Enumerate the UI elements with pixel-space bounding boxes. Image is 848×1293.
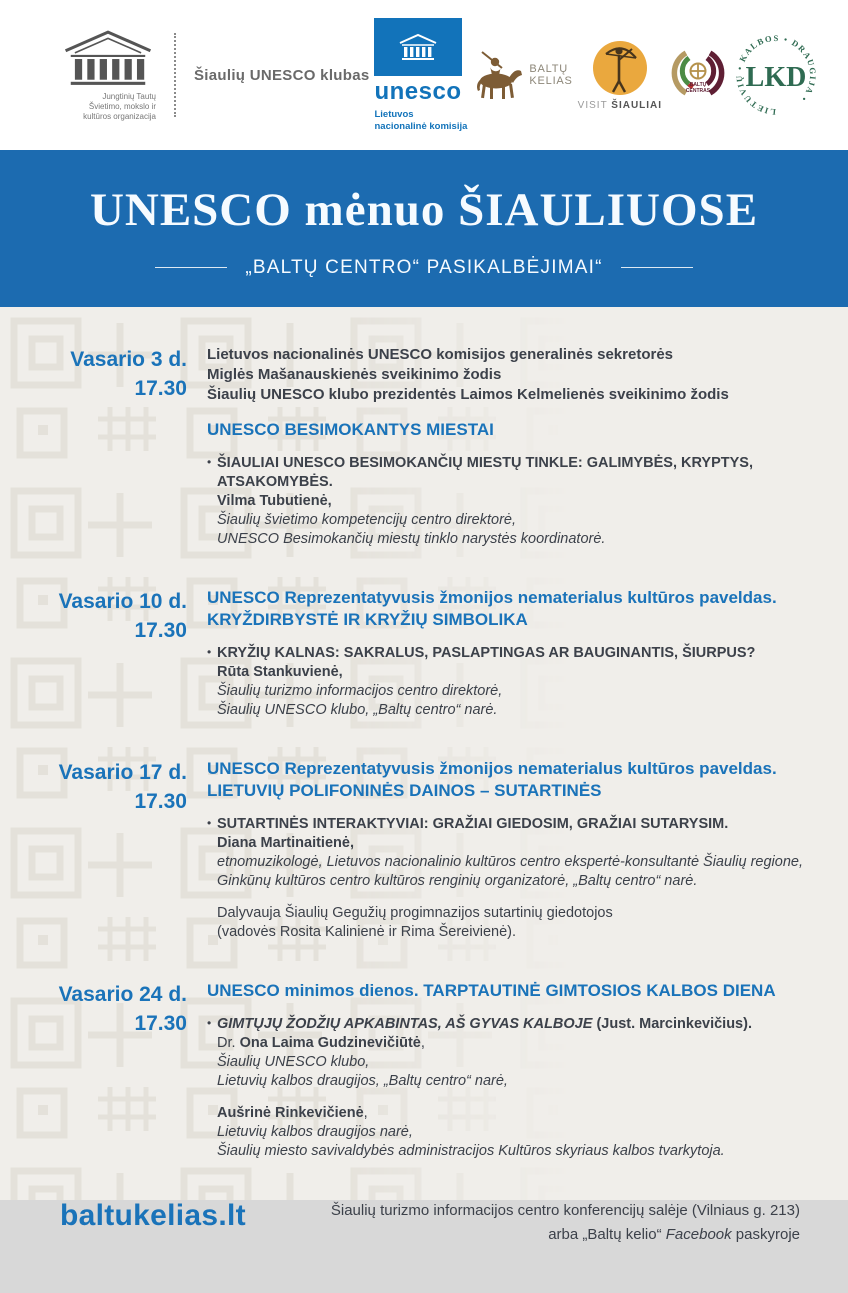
event-date-block bbox=[55, 758, 187, 942]
note-line: (vadovės Rosita Kalinienė ir Rima Šereivienė). bbox=[217, 924, 516, 940]
logo-row bbox=[0, 0, 848, 150]
talk-title-quote: GIMTŲJŲ ŽODŽIŲ APKABINTAS, AŠ GYVAS KALBOJE bbox=[217, 1016, 593, 1032]
event-time: 17.30 bbox=[134, 377, 187, 400]
banner bbox=[0, 150, 848, 307]
dotted-separator bbox=[174, 33, 176, 117]
intro-line: Šiaulių UNESCO klubo prezidentės Laimos Kelmelienės sveikinimo žodis bbox=[207, 386, 729, 403]
event-february-3 bbox=[55, 345, 808, 549]
lkd-ring-icon bbox=[734, 33, 818, 117]
talk-block bbox=[207, 644, 808, 720]
second-speaker-block bbox=[207, 1104, 808, 1161]
unesco-temple-white-icon bbox=[397, 32, 439, 62]
talk-block bbox=[207, 815, 808, 891]
unesco-lt-caption bbox=[374, 109, 467, 133]
talk-block bbox=[207, 1015, 808, 1091]
schedule-content bbox=[0, 307, 848, 1243]
lkd-monogram: LKD bbox=[745, 62, 807, 93]
caption-line: kultūros organizacija bbox=[83, 112, 156, 121]
event-date: Vasario 10 d. bbox=[58, 590, 187, 613]
caption-line: Jungtinių Tautų bbox=[102, 92, 156, 101]
event-theme-heading: UNESCO Reprezentatyvusis žmonijos nematerialus kultūros paveldas. bbox=[207, 588, 777, 607]
event-theme-heading: UNESCO minimos dienos. TARPTAUTINĖ GIMTOSIOS KALBOS DIENA bbox=[207, 981, 776, 1000]
speaker-role: Lietuvių kalbos draugijos narė, bbox=[217, 1124, 413, 1140]
visit-siauliai-label bbox=[578, 100, 662, 111]
event-date: Vasario 24 d. bbox=[58, 983, 187, 1006]
talk-title: SUTARTINĖS INTERAKTYVIAI: GRAŽIAI GIEDOSIM, GRAŽIAI SUTARYSIM. bbox=[217, 816, 729, 832]
subtitle-rule-right bbox=[621, 267, 693, 268]
event-date-block bbox=[55, 345, 187, 549]
event-details bbox=[207, 980, 808, 1161]
event-time: 17.30 bbox=[134, 790, 187, 813]
speaker-role: Lietuvių kalbos draugijos, „Baltų centro“ narė, bbox=[217, 1073, 508, 1089]
speaker-name-suffix: , bbox=[420, 1035, 425, 1051]
caption-line: KELIAS bbox=[529, 75, 573, 87]
event-details bbox=[207, 345, 808, 549]
archer-icon bbox=[592, 40, 648, 96]
event-theme-heading: LIETUVIŲ POLIFONINĖS DAINOS – SUTARTINĖS bbox=[207, 781, 602, 800]
speaker-role: Šiaulių turizmo informacijos centro direktorė, bbox=[217, 683, 503, 699]
caption-line: Švietimo, mokslo ir bbox=[88, 102, 156, 111]
caption-line: CENTRAS bbox=[685, 88, 711, 94]
unesco-club-label: Šiaulių UNESCO klubas bbox=[194, 66, 370, 84]
talk-title: ŠIAULIAI UNESCO BESIMOKANČIŲ MIESTŲ TINKLE: GALIMYBĖS, KRYPTYS, ATSAKOMYBĖS. bbox=[217, 455, 753, 490]
speaker-role: Šiaulių UNESCO klubo, bbox=[217, 1054, 370, 1070]
speaker-role: Šiaulių UNESCO klubo, „Baltų centro“ narė. bbox=[217, 702, 498, 718]
venue-text: paskyroje bbox=[731, 1226, 800, 1243]
poster-title: UNESCO mėnuo ŠIAULIUOSE bbox=[89, 183, 759, 236]
speaker-role: Šiaulių miesto savivaldybės administracijos Kultūros skyriaus kalbos tvarkytoja. bbox=[217, 1143, 725, 1159]
bullet-icon: • bbox=[207, 455, 212, 469]
event-date-block bbox=[55, 587, 187, 720]
caption-line: VISIT bbox=[577, 99, 612, 111]
speaker-name: Vilma Tubutienė, bbox=[217, 493, 332, 509]
event-date: Vasario 17 d. bbox=[58, 761, 187, 784]
speaker-title-prefix: Dr. bbox=[217, 1035, 240, 1051]
speaker-role: etnomuzikologė, Lietuvos nacionalinio kultūros centro ekspertė-konsultantė Šiaulių regione, bbox=[217, 854, 803, 870]
event-theme-heading: UNESCO Reprezentatyvusis žmonijos nematerialus kultūros paveldas. bbox=[207, 759, 777, 778]
bullet-icon: • bbox=[207, 816, 212, 830]
logo-lkd bbox=[734, 33, 818, 117]
arcs-emblem-icon bbox=[667, 44, 729, 106]
caption-line: Lietuvos bbox=[374, 108, 414, 120]
bullet-icon: • bbox=[207, 645, 212, 659]
speaker-name-text: Ona Laima Gudzinevičiūtė bbox=[239, 1035, 421, 1051]
unesco-caption bbox=[83, 92, 156, 122]
caption-line: BALTŲ bbox=[529, 63, 569, 75]
unesco-temple-block bbox=[60, 28, 156, 122]
subtitle-rule-left bbox=[155, 267, 227, 268]
logo-unesco-club bbox=[60, 28, 370, 122]
event-theme-heading: KRYŽDIRBYSTĖ IR KRYŽIŲ SIMBOLIKA bbox=[207, 610, 528, 629]
event-details bbox=[207, 587, 808, 720]
poster-subtitle: „BALTŲ CENTRO“ PASIKALBĖJIMAI“ bbox=[245, 256, 603, 278]
talk-block bbox=[207, 454, 808, 549]
website-url: baltukelias.lt bbox=[60, 1199, 246, 1232]
event-february-17 bbox=[55, 758, 808, 942]
intro-line: Miglės Mašanauskienės sveikinimo žodis bbox=[207, 366, 502, 383]
event-time: 17.30 bbox=[134, 1012, 187, 1035]
logo-unesco-lithuania bbox=[374, 18, 467, 133]
poster-subtitle-row bbox=[155, 257, 692, 279]
venue-text: arba „Baltų kelio“ bbox=[548, 1226, 666, 1243]
talk-title-author: (Just. Marcinkevičius). bbox=[592, 1016, 752, 1032]
logo-baltu-kelias bbox=[472, 50, 572, 100]
intro-line: Lietuvos nacionalinės UNESCO komisijos generalinės sekretorės bbox=[207, 346, 674, 363]
unesco-wordmark: unesco bbox=[374, 77, 462, 105]
speaker-name bbox=[217, 1104, 808, 1123]
horse-rider-icon bbox=[472, 50, 524, 100]
footer bbox=[55, 1199, 808, 1293]
venue-line: Šiaulių turizmo informacijos centro konferencijų salėje (Vilniaus g. 213) bbox=[330, 1202, 800, 1219]
speaker-role: Šiaulių švietimo kompetencijų centro direktorė, bbox=[217, 512, 516, 528]
speaker-role: Ginkūnų kultūros centro kultūros renginių organizatorė, „Baltų centro“ narė. bbox=[217, 873, 698, 889]
caption-line: BALTŲ bbox=[689, 82, 707, 88]
event-time: 17.30 bbox=[134, 619, 187, 642]
event-february-10 bbox=[55, 587, 808, 720]
talk-title bbox=[217, 1015, 808, 1034]
lkd-ring-text: LIETUVIŲ • KALBOS • DRAUGIJA • bbox=[734, 33, 818, 117]
event-details bbox=[207, 758, 808, 942]
event-theme-heading: UNESCO BESIMOKANTYS MIESTAI bbox=[207, 420, 494, 439]
caption-line: ŠIAULIAI bbox=[611, 99, 663, 111]
note-line: Dalyvauja Šiaulių Gegužių progimnazijos sutartinių giedotojos bbox=[217, 905, 613, 921]
speaker-name bbox=[217, 1034, 808, 1053]
speaker-role: UNESCO Besimokančių miestų tinklo narystės koordinatorė. bbox=[217, 531, 606, 547]
event-february-24 bbox=[55, 980, 808, 1161]
logo-baltu-centras bbox=[667, 44, 729, 106]
venue-line bbox=[331, 1223, 800, 1247]
speaker-name-text: Aušrinė Rinkevičienė bbox=[217, 1105, 364, 1121]
event-date-block bbox=[55, 980, 187, 1161]
participants-note bbox=[207, 904, 808, 942]
venue-info bbox=[331, 1199, 800, 1247]
event-date: Vasario 3 d. bbox=[70, 348, 187, 371]
talk-title: KRYŽIŲ KALNAS: SAKRALUS, PASLAPTINGAS AR BAUGINANTIS, ŠIURPUS? bbox=[217, 645, 756, 661]
caption-line: nacionalinė komisija bbox=[374, 120, 468, 132]
bullet-icon: • bbox=[207, 1016, 212, 1030]
speaker-name: Rūta Stankuvienė, bbox=[217, 664, 343, 680]
speaker-name: Diana Martinaitienė, bbox=[217, 835, 354, 851]
baltu-kelias-label bbox=[529, 63, 572, 87]
speaker-name-suffix: , bbox=[363, 1105, 368, 1121]
unesco-temple-icon bbox=[60, 28, 156, 88]
logo-visit-siauliai bbox=[578, 40, 662, 111]
venue-facebook: Facebook bbox=[665, 1226, 732, 1243]
unesco-blue-box bbox=[374, 18, 462, 76]
